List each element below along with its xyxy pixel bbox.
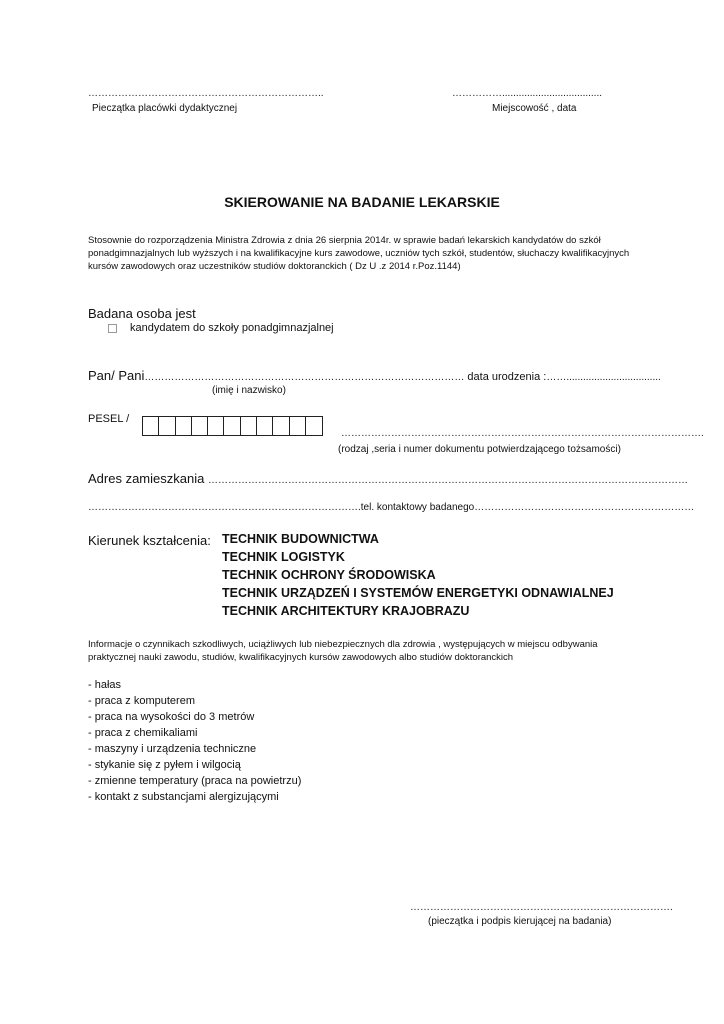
name-dots: …………………………………………………………………………………… (144, 372, 465, 383)
factors-paragraph: Informacje o czynnikach szkodliwych, uciążliwych lub niebezpiecznych dla zdrowia , występujących w miejscu odbywania praktycznej nauki zawodu, studiów, kwalifikacyjnych kursów zawodowych albo studiów doktoranckich (88, 639, 598, 663)
list-item: - maszyny i urządzenia techniczne (88, 743, 257, 755)
address-line-2 (88, 502, 694, 513)
phone-label: .tel. kontaktowy badanego (358, 502, 475, 513)
direction-item: TECHNIK OCHRONY ŚRODOWISKA (222, 568, 436, 582)
address-dots: ……………………………………………………………………………………………………………………………… (207, 475, 688, 486)
pesel-digit-cell[interactable] (257, 417, 273, 435)
name-label: Pan/ Pani (88, 368, 145, 383)
document-title: SKIEROWANIE NA BADANIE LEKARSKIE (224, 194, 500, 210)
list-item: - hałas (88, 679, 122, 691)
list-item: - zmienne temperatury (praca na powietrzu) (88, 775, 302, 787)
pesel-digit-cell[interactable] (290, 417, 306, 435)
pesel-digit-cell[interactable] (241, 417, 257, 435)
birth-date-label: data urodzenia : (464, 371, 547, 383)
pesel-digit-cell[interactable] (208, 417, 224, 435)
list-item: - praca na wysokości do 3 metrów (88, 711, 255, 723)
document-dots: ………………………………………………………………………………………………. (341, 428, 704, 439)
stamp-dots: …………………………………………………………….. (88, 88, 324, 99)
name-caption: (imię i nazwisko) (212, 385, 286, 396)
document-caption: (rodzaj ,seria i numer dokumentu potwierdzającego tożsamości) (338, 444, 621, 455)
list-item: - praca z chemikaliami (88, 727, 198, 739)
factors-list (88, 677, 301, 805)
direction-label: Kierunek kształcenia: (88, 533, 211, 548)
pesel-digit-cell[interactable] (159, 417, 175, 435)
candidate-label: kandydatem do szkoły ponadgimnazjalnej (130, 322, 334, 334)
direction-item: TECHNIK ARCHITEKTURY KRAJOBRAZU (222, 604, 470, 618)
place-date-dots: …………….................................... (452, 88, 603, 99)
pesel-digit-cell[interactable] (273, 417, 289, 435)
pesel-digit-cell[interactable] (143, 417, 159, 435)
pesel-digit-cell[interactable] (176, 417, 192, 435)
address-line-2-dots: ……………………………………………………………………… (88, 502, 358, 513)
candidate-checkbox[interactable] (108, 324, 117, 333)
pesel-label: PESEL / (88, 413, 130, 425)
name-line (88, 368, 661, 383)
pesel-digit-cell[interactable] (224, 417, 240, 435)
pesel-digit-cell[interactable] (192, 417, 208, 435)
list-item: - kontakt z substancjami alergizującymi (88, 791, 279, 803)
pesel-input[interactable] (142, 416, 323, 436)
list-item: - praca z komputerem (88, 695, 195, 707)
candidate-option[interactable] (108, 322, 334, 334)
direction-item: TECHNIK LOGISTYK (222, 550, 345, 564)
direction-item: TECHNIK BUDOWNICTWA (222, 532, 379, 546)
intro-paragraph: Stosownie do rozporządzenia Ministra Zdrowia z dnia 26 sierpnia 2014r. w sprawie badań lekarskich kandydatów do szkół ponadgimnazjalnych lub wyższych i na kwalifikacyjne kurs zawodowe, uczniów tych szkół, studentów, słuchaczy kwalifikacyjnych kursów zawodowych oraz uczestników studiów doktoranckich ( Dz U .z 2014 r.Poz.1144) (88, 235, 630, 272)
signature-caption: (pieczątka i podpis kierującej na badania) (428, 916, 612, 927)
direction-item: TECHNIK URZĄDZEŃ I SYSTEMÓW ENERGETYKI ODNAWIALNEJ (222, 586, 614, 600)
address-line (88, 471, 688, 486)
birth-date-dots: …….................................. (546, 372, 661, 383)
address-label: Adres zamieszkania (88, 471, 205, 486)
stamp-label: Pieczątka placówki dydaktycznej (92, 103, 238, 114)
signature-dots: ……………………………………………………………………. (410, 902, 673, 913)
phone-dots: ………………………………………………………… (474, 502, 695, 513)
list-item: - stykanie się z pyłem i wilgocią (88, 759, 241, 771)
place-date-label: Miejscowość , data (492, 103, 577, 114)
person-heading: Badana osoba jest (88, 306, 196, 321)
pesel-digit-cell[interactable] (306, 417, 322, 435)
